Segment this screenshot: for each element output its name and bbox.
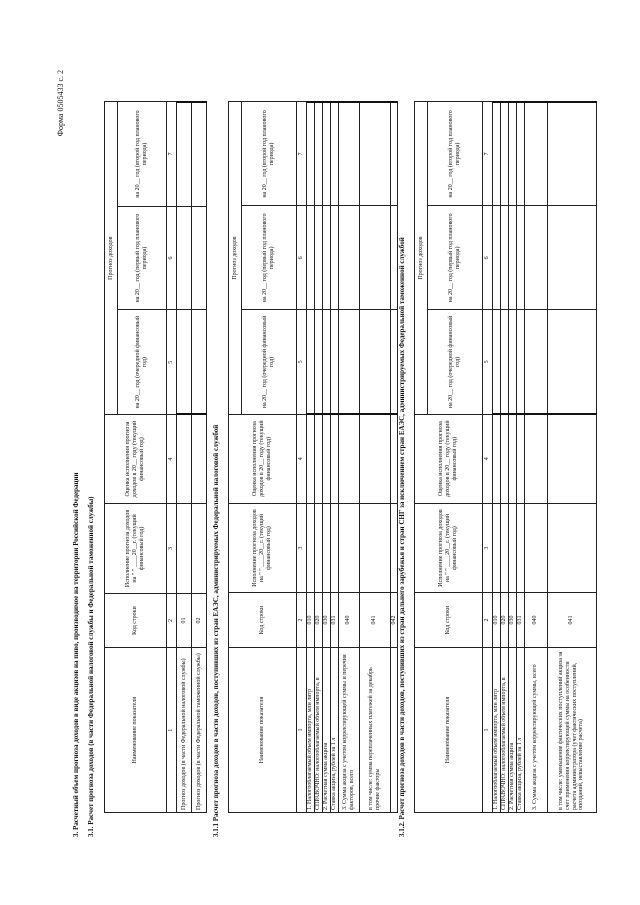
th-forecast: Прогноз доходов bbox=[229, 102, 242, 414]
cell-empty bbox=[547, 503, 596, 592]
colnum-row bbox=[297, 102, 307, 813]
th-exec: Исполнение прогноза доходов на " " ____20__г. (текущий финансовый год) bbox=[415, 503, 483, 592]
table-3-1-2 bbox=[414, 101, 597, 813]
th-estimate: Оценка исполнения прогноза доходов в 20__ году (текущий финансовый год) bbox=[415, 414, 483, 503]
section-3-1-title: 3.1. Расчет прогноза доходов (в части Федеральной налоговой службы и Федеральной таможенной службы) bbox=[87, 496, 95, 837]
cell-empty bbox=[338, 310, 359, 414]
cell-empty bbox=[322, 102, 330, 206]
th-fy2: на 20__ год (первый год планового периода) bbox=[242, 206, 297, 310]
cell-empty bbox=[177, 414, 192, 503]
colnum: 6 bbox=[297, 206, 307, 310]
row-label: Ставка акциза, рублей за 1 л bbox=[516, 647, 524, 812]
cell-empty bbox=[330, 102, 338, 206]
cell-empty bbox=[177, 102, 192, 206]
cell-empty bbox=[390, 310, 398, 414]
table-row bbox=[338, 102, 359, 813]
row-label: 1. Налогооблагаемый объем импорта, млн литр bbox=[307, 647, 315, 812]
cell-empty bbox=[516, 503, 524, 592]
colnum: 2 bbox=[483, 593, 493, 648]
cell-empty bbox=[493, 310, 501, 414]
colnum: 4 bbox=[167, 414, 177, 503]
th-estimate: Оценка исполнения прогноза доходов в 20__ году (текущий финансовый год) bbox=[229, 414, 297, 503]
th-fy1: на 20__ год (очередной финансовый год) bbox=[118, 310, 167, 414]
th-fy3: на 20__ год (второй год планового периода) bbox=[428, 102, 483, 206]
cell-empty bbox=[177, 206, 192, 310]
cell-empty bbox=[547, 206, 596, 310]
cell-empty bbox=[192, 504, 207, 593]
th-name: Наименование показателя bbox=[229, 647, 297, 812]
colnum: 3 bbox=[483, 503, 493, 592]
th-name: Наименование показателя bbox=[105, 648, 167, 813]
colnum: 4 bbox=[483, 414, 493, 503]
cell-empty bbox=[516, 102, 524, 206]
row-label: Прогноз доходов (в части Федеральной таможенной службы) bbox=[192, 648, 207, 813]
cell-empty bbox=[524, 206, 547, 310]
table-row bbox=[508, 102, 516, 813]
cell-empty bbox=[516, 206, 524, 310]
cell-empty bbox=[508, 414, 516, 503]
row-code: 040 bbox=[338, 593, 359, 648]
row-label: 1. Налогооблагаемый объем импорта, млн литр bbox=[493, 647, 501, 812]
cell-empty bbox=[192, 414, 207, 503]
cell-empty bbox=[330, 503, 338, 592]
cell-empty bbox=[390, 206, 398, 310]
cell-empty bbox=[338, 503, 359, 592]
row-label: в том числе: уменьшение фактических поступлений акциза за счет применения корректирующей суммы на особенности расчета администратора (учет фактических поступлений, опозданий, невыставление расчета) bbox=[547, 647, 596, 812]
th-fy1: на 20__ год (очередной финансовый год) bbox=[428, 310, 483, 414]
colnum: 5 bbox=[167, 310, 177, 414]
row-label: 2. Расчетная сумма акциза bbox=[508, 647, 516, 812]
cell-empty bbox=[500, 414, 508, 503]
row-label: СПРАВОЧНО: налогооблагаемый объем импорта, в bbox=[314, 647, 322, 812]
row-code: 010 bbox=[493, 593, 501, 648]
cell-empty bbox=[338, 102, 359, 206]
cell-empty bbox=[192, 102, 207, 206]
table-row bbox=[390, 102, 398, 813]
row-code: 031 bbox=[330, 593, 338, 648]
table-row bbox=[322, 102, 330, 813]
row-code: 01 bbox=[177, 593, 192, 648]
table-row bbox=[500, 102, 508, 813]
cell-empty bbox=[314, 310, 322, 414]
cell-empty bbox=[330, 310, 338, 414]
cell-empty bbox=[493, 414, 501, 503]
row-label bbox=[390, 647, 398, 812]
cell-empty bbox=[359, 503, 390, 592]
cell-empty bbox=[516, 310, 524, 414]
cell-empty bbox=[314, 102, 322, 206]
cell-empty bbox=[307, 310, 315, 414]
table-row bbox=[359, 102, 390, 813]
section-3-1-2-title: 3.1.2. Расчет прогноза доходов в части доходов, поступивших из стран дальнего зарубежья и стран СНГ за исключением стран ЕАЭС, администрируемых Федеральной таможенной службой bbox=[398, 237, 406, 837]
table-row bbox=[516, 102, 524, 813]
cell-empty bbox=[307, 102, 315, 206]
cell-empty bbox=[322, 503, 330, 592]
cell-empty bbox=[493, 102, 501, 206]
cell-empty bbox=[330, 206, 338, 310]
colnum-row bbox=[167, 102, 177, 813]
table-row bbox=[307, 102, 315, 813]
section-3-1-1-title: 3.1.1 Расчет прогноза доходов в части доходов, поступивших из стран ЕАЭС, администрируемых Федеральной налоговой службой bbox=[212, 424, 220, 837]
colnum: 3 bbox=[167, 504, 177, 593]
cell-empty bbox=[322, 206, 330, 310]
cell-empty bbox=[547, 310, 596, 414]
table-3-1-1 bbox=[228, 101, 398, 813]
cell-empty bbox=[314, 414, 322, 503]
cell-empty bbox=[500, 310, 508, 414]
cell-empty bbox=[524, 503, 547, 592]
row-label: СПРАВОЧНО: налогооблагаемый объем импорта, в bbox=[500, 647, 508, 812]
row-label: в том числе: сумма переплаченных платежей за декабрь прочие факторы bbox=[359, 647, 390, 812]
cell-empty bbox=[307, 503, 315, 592]
th-code: Код строки bbox=[415, 593, 483, 648]
cell-empty bbox=[493, 503, 501, 592]
row-code: 031 bbox=[516, 593, 524, 648]
table-row bbox=[524, 102, 547, 813]
cell-empty bbox=[390, 503, 398, 592]
cell-empty bbox=[524, 414, 547, 503]
table-row bbox=[314, 102, 322, 813]
th-fy3: на 20__ год (второй год планового периода) bbox=[118, 102, 167, 206]
colnum: 7 bbox=[167, 102, 177, 206]
cell-empty bbox=[338, 206, 359, 310]
row-code: 030 bbox=[508, 593, 516, 648]
colnum: 7 bbox=[483, 102, 493, 206]
th-forecast: Прогноз доходов bbox=[415, 102, 428, 414]
cell-empty bbox=[390, 414, 398, 503]
row-code: 02 bbox=[192, 593, 207, 648]
colnum: 5 bbox=[483, 310, 493, 414]
table-row bbox=[493, 102, 501, 813]
colnum: 4 bbox=[297, 414, 307, 503]
th-exec: Исполнение прогноза доходов на " " ____20__г. (текущий финансовый год) bbox=[105, 504, 167, 593]
cell-empty bbox=[524, 102, 547, 206]
row-label: 3. Сумма акциза с учетом корректирующей суммы, всего bbox=[524, 647, 547, 812]
cell-empty bbox=[547, 102, 596, 206]
cell-empty bbox=[508, 206, 516, 310]
cell-empty bbox=[508, 102, 516, 206]
colnum: 3 bbox=[297, 503, 307, 592]
th-name: Наименование показателя bbox=[415, 647, 483, 812]
cell-empty bbox=[390, 102, 398, 206]
colnum: 7 bbox=[297, 102, 307, 206]
colnum: 2 bbox=[297, 593, 307, 648]
cell-empty bbox=[314, 503, 322, 592]
cell-empty bbox=[338, 414, 359, 503]
row-code: 020 bbox=[314, 593, 322, 648]
row-label: Прогноз доходов (в части Федеральной налоговой службы) bbox=[177, 648, 192, 813]
section-3-title: 3. Расчетный объем прогноза доходов в виде акцизов на пиво, производимое на территории Российской Федерации bbox=[72, 472, 80, 837]
colnum: 5 bbox=[297, 310, 307, 414]
cell-empty bbox=[524, 310, 547, 414]
cell-empty bbox=[322, 414, 330, 503]
th-fy2: на 20__ год (первый год планового периода) bbox=[118, 206, 167, 310]
row-code: 041 bbox=[547, 593, 596, 648]
row-code: 010 bbox=[307, 593, 315, 648]
cell-empty bbox=[192, 206, 207, 310]
th-code: Код строки bbox=[105, 593, 167, 648]
colnum: 1 bbox=[483, 647, 493, 812]
table-row bbox=[547, 102, 596, 813]
th-forecast: Прогноз доходов bbox=[105, 102, 118, 414]
cell-empty bbox=[359, 414, 390, 503]
colnum: 6 bbox=[483, 206, 493, 310]
cell-empty bbox=[322, 310, 330, 414]
cell-empty bbox=[330, 414, 338, 503]
cell-empty bbox=[359, 310, 390, 414]
th-estimate: Оценка исполнения прогноза доходов в 20__ году (текущий финансовый год) bbox=[105, 414, 167, 503]
row-code: 041 bbox=[359, 593, 390, 648]
colnum: 1 bbox=[297, 647, 307, 812]
row-code: 040 bbox=[524, 593, 547, 648]
cell-empty bbox=[547, 414, 596, 503]
colnum-row bbox=[483, 102, 493, 813]
cell-empty bbox=[307, 206, 315, 310]
cell-empty bbox=[500, 503, 508, 592]
cell-empty bbox=[500, 102, 508, 206]
cell-empty bbox=[359, 102, 390, 206]
row-label: 3. Сумма акциза с учетом корректирующей суммы и перечня факторов, всего bbox=[338, 647, 359, 812]
cell-empty bbox=[359, 206, 390, 310]
row-label: 2. Расчетная сумма акциза bbox=[322, 647, 330, 812]
cell-empty bbox=[500, 206, 508, 310]
cell-empty bbox=[493, 206, 501, 310]
th-code: Код строки bbox=[229, 593, 297, 648]
table-row bbox=[177, 102, 192, 813]
cell-empty bbox=[508, 310, 516, 414]
cell-empty bbox=[192, 310, 207, 414]
cell-empty bbox=[508, 503, 516, 592]
cell-empty bbox=[314, 206, 322, 310]
cell-empty bbox=[177, 310, 192, 414]
th-fy2: на 20__ год (первый год планового периода) bbox=[428, 206, 483, 310]
colnum: 1 bbox=[167, 648, 177, 813]
colnum: 6 bbox=[167, 206, 177, 310]
cell-empty bbox=[177, 504, 192, 593]
row-code: 020 bbox=[500, 593, 508, 648]
colnum: 2 bbox=[167, 593, 177, 648]
row-label: Ставка акциза, рублей за 1 л bbox=[330, 647, 338, 812]
row-code: 030 bbox=[322, 593, 330, 648]
table-3-1 bbox=[104, 101, 207, 813]
th-fy1: на 20__ год (очередной финансовый год) bbox=[242, 310, 297, 414]
table-row bbox=[192, 102, 207, 813]
form-code: Форма 0505433 с. 2 bbox=[56, 70, 65, 137]
th-exec: Исполнение прогноза доходов на " " ____20__г. (текущий финансовый год) bbox=[229, 503, 297, 592]
table-row bbox=[330, 102, 338, 813]
cell-empty bbox=[516, 414, 524, 503]
th-fy3: на 20__ год (второй год планового периода) bbox=[242, 102, 297, 206]
row-code: 042 bbox=[390, 593, 398, 648]
cell-empty bbox=[307, 414, 315, 503]
